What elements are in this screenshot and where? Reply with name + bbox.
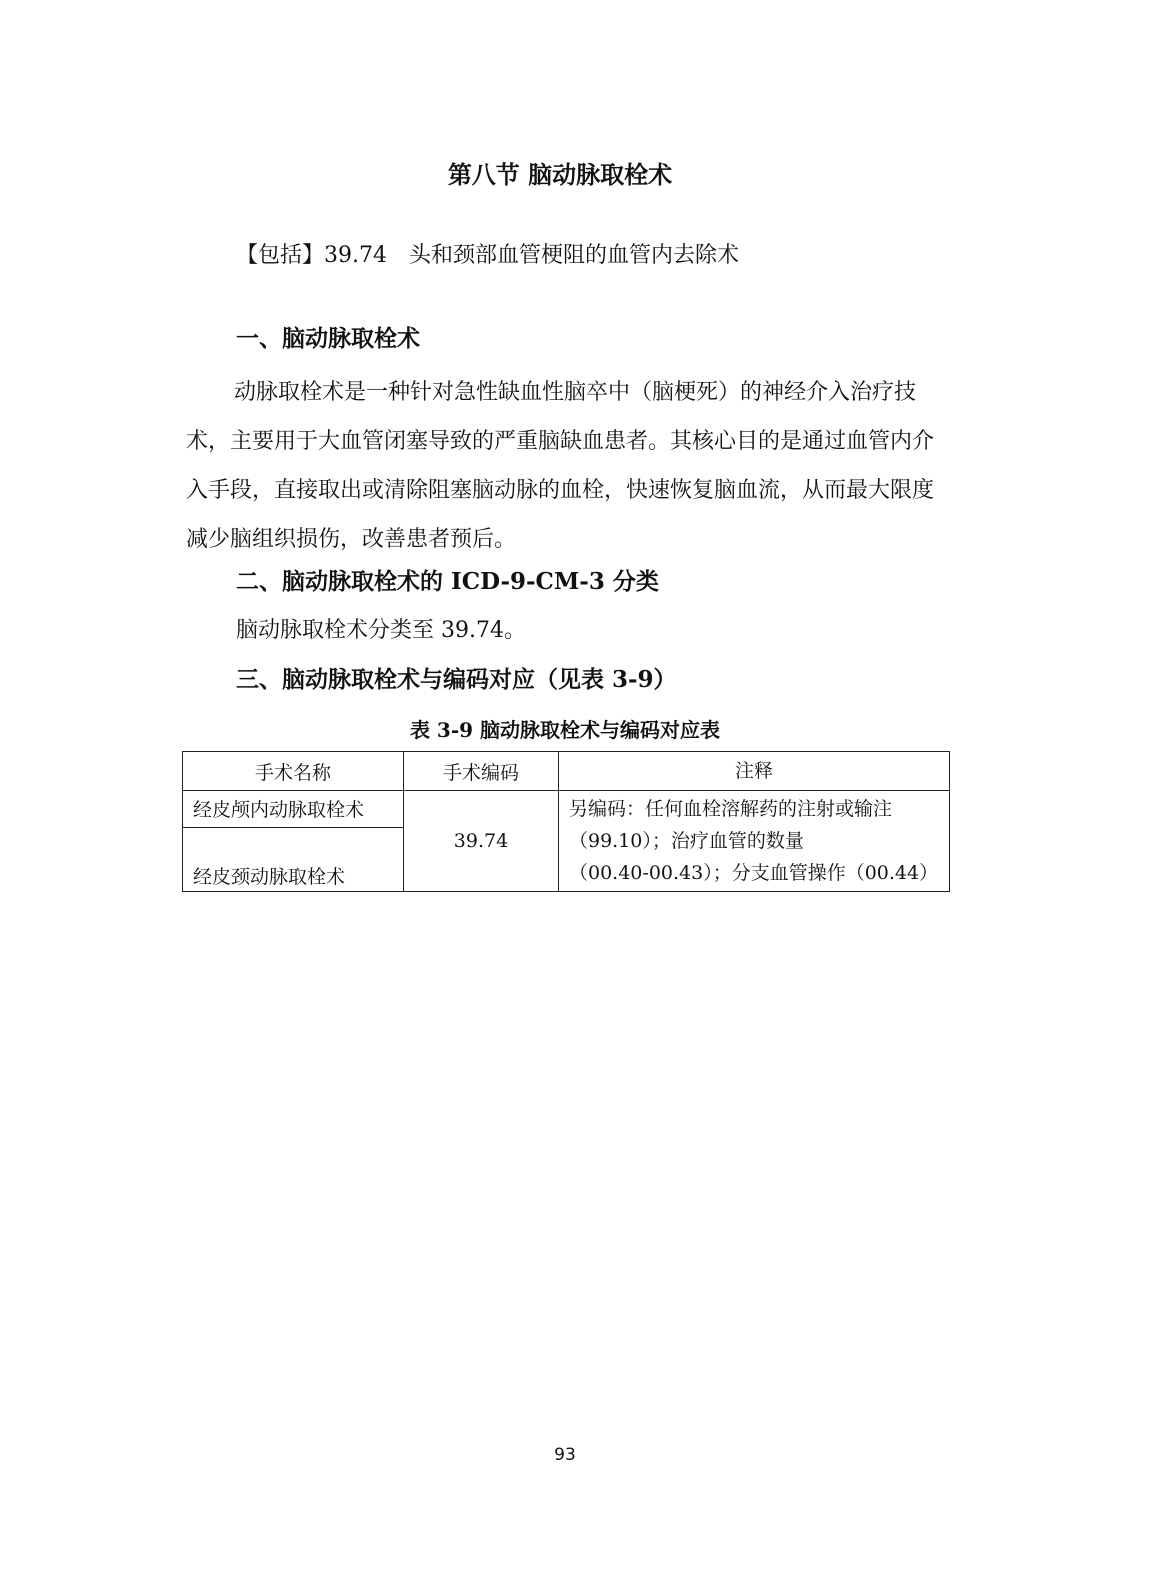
code-table <box>182 751 950 892</box>
include-line <box>236 238 739 269</box>
row-name-1: 经皮颅内动脉取栓术 <box>183 791 404 828</box>
row-code: 39.74 <box>404 791 559 892</box>
include-label: 【包括】 <box>236 243 325 268</box>
paragraph-2: 脑动脉取栓术分类至 39.74。 <box>236 618 526 643</box>
header-name: 手术名称 <box>183 752 404 791</box>
row-note <box>559 791 950 892</box>
include-code: 39.74 <box>324 243 387 268</box>
table-header-row <box>183 752 950 791</box>
note-line-3: （00.40-00.43）；分支血管操作（00.44） <box>569 862 939 884</box>
heading-2: 二、脑动脉取栓术的 ICD-9-CM-3 分类 <box>236 568 659 595</box>
table-caption: 表 3-9 脑动脉取栓术与编码对应表 <box>409 718 721 742</box>
section-title: 第八节 脑动脉取栓术 <box>447 160 673 189</box>
include-text: 头和颈部血管梗阻的血管内去除术 <box>409 243 740 268</box>
note-line-2: （99.10）；治疗血管的数量 <box>569 830 804 852</box>
row-name-2: 经皮颈动脉取栓术 <box>183 827 404 891</box>
page-number: 93 <box>554 1445 576 1465</box>
header-code: 手术编码 <box>404 752 559 791</box>
heading-1: 一、脑动脉取栓术 <box>236 325 420 352</box>
paragraph-1 <box>186 368 946 564</box>
table-row <box>183 791 950 828</box>
paragraph-1-text: 动脉取栓术是一种针对急性缺血性脑卒中（脑梗死）的神经介入治疗技术，主要用于大血管闭塞导致的严重脑缺血患者。其核心目的是通过血管内介入手段，直接取出或清除阻塞脑动脉的血栓，快速恢复脑血流，从而最大限度减少脑组织损伤，改善患者预后。 <box>186 380 935 552</box>
note-line-1: 另编码：任何血栓溶解药的注射或输注 <box>569 798 893 820</box>
heading-3: 三、脑动脉取栓术与编码对应（见表 3-9） <box>236 666 677 693</box>
header-note: 注释 <box>559 752 950 791</box>
